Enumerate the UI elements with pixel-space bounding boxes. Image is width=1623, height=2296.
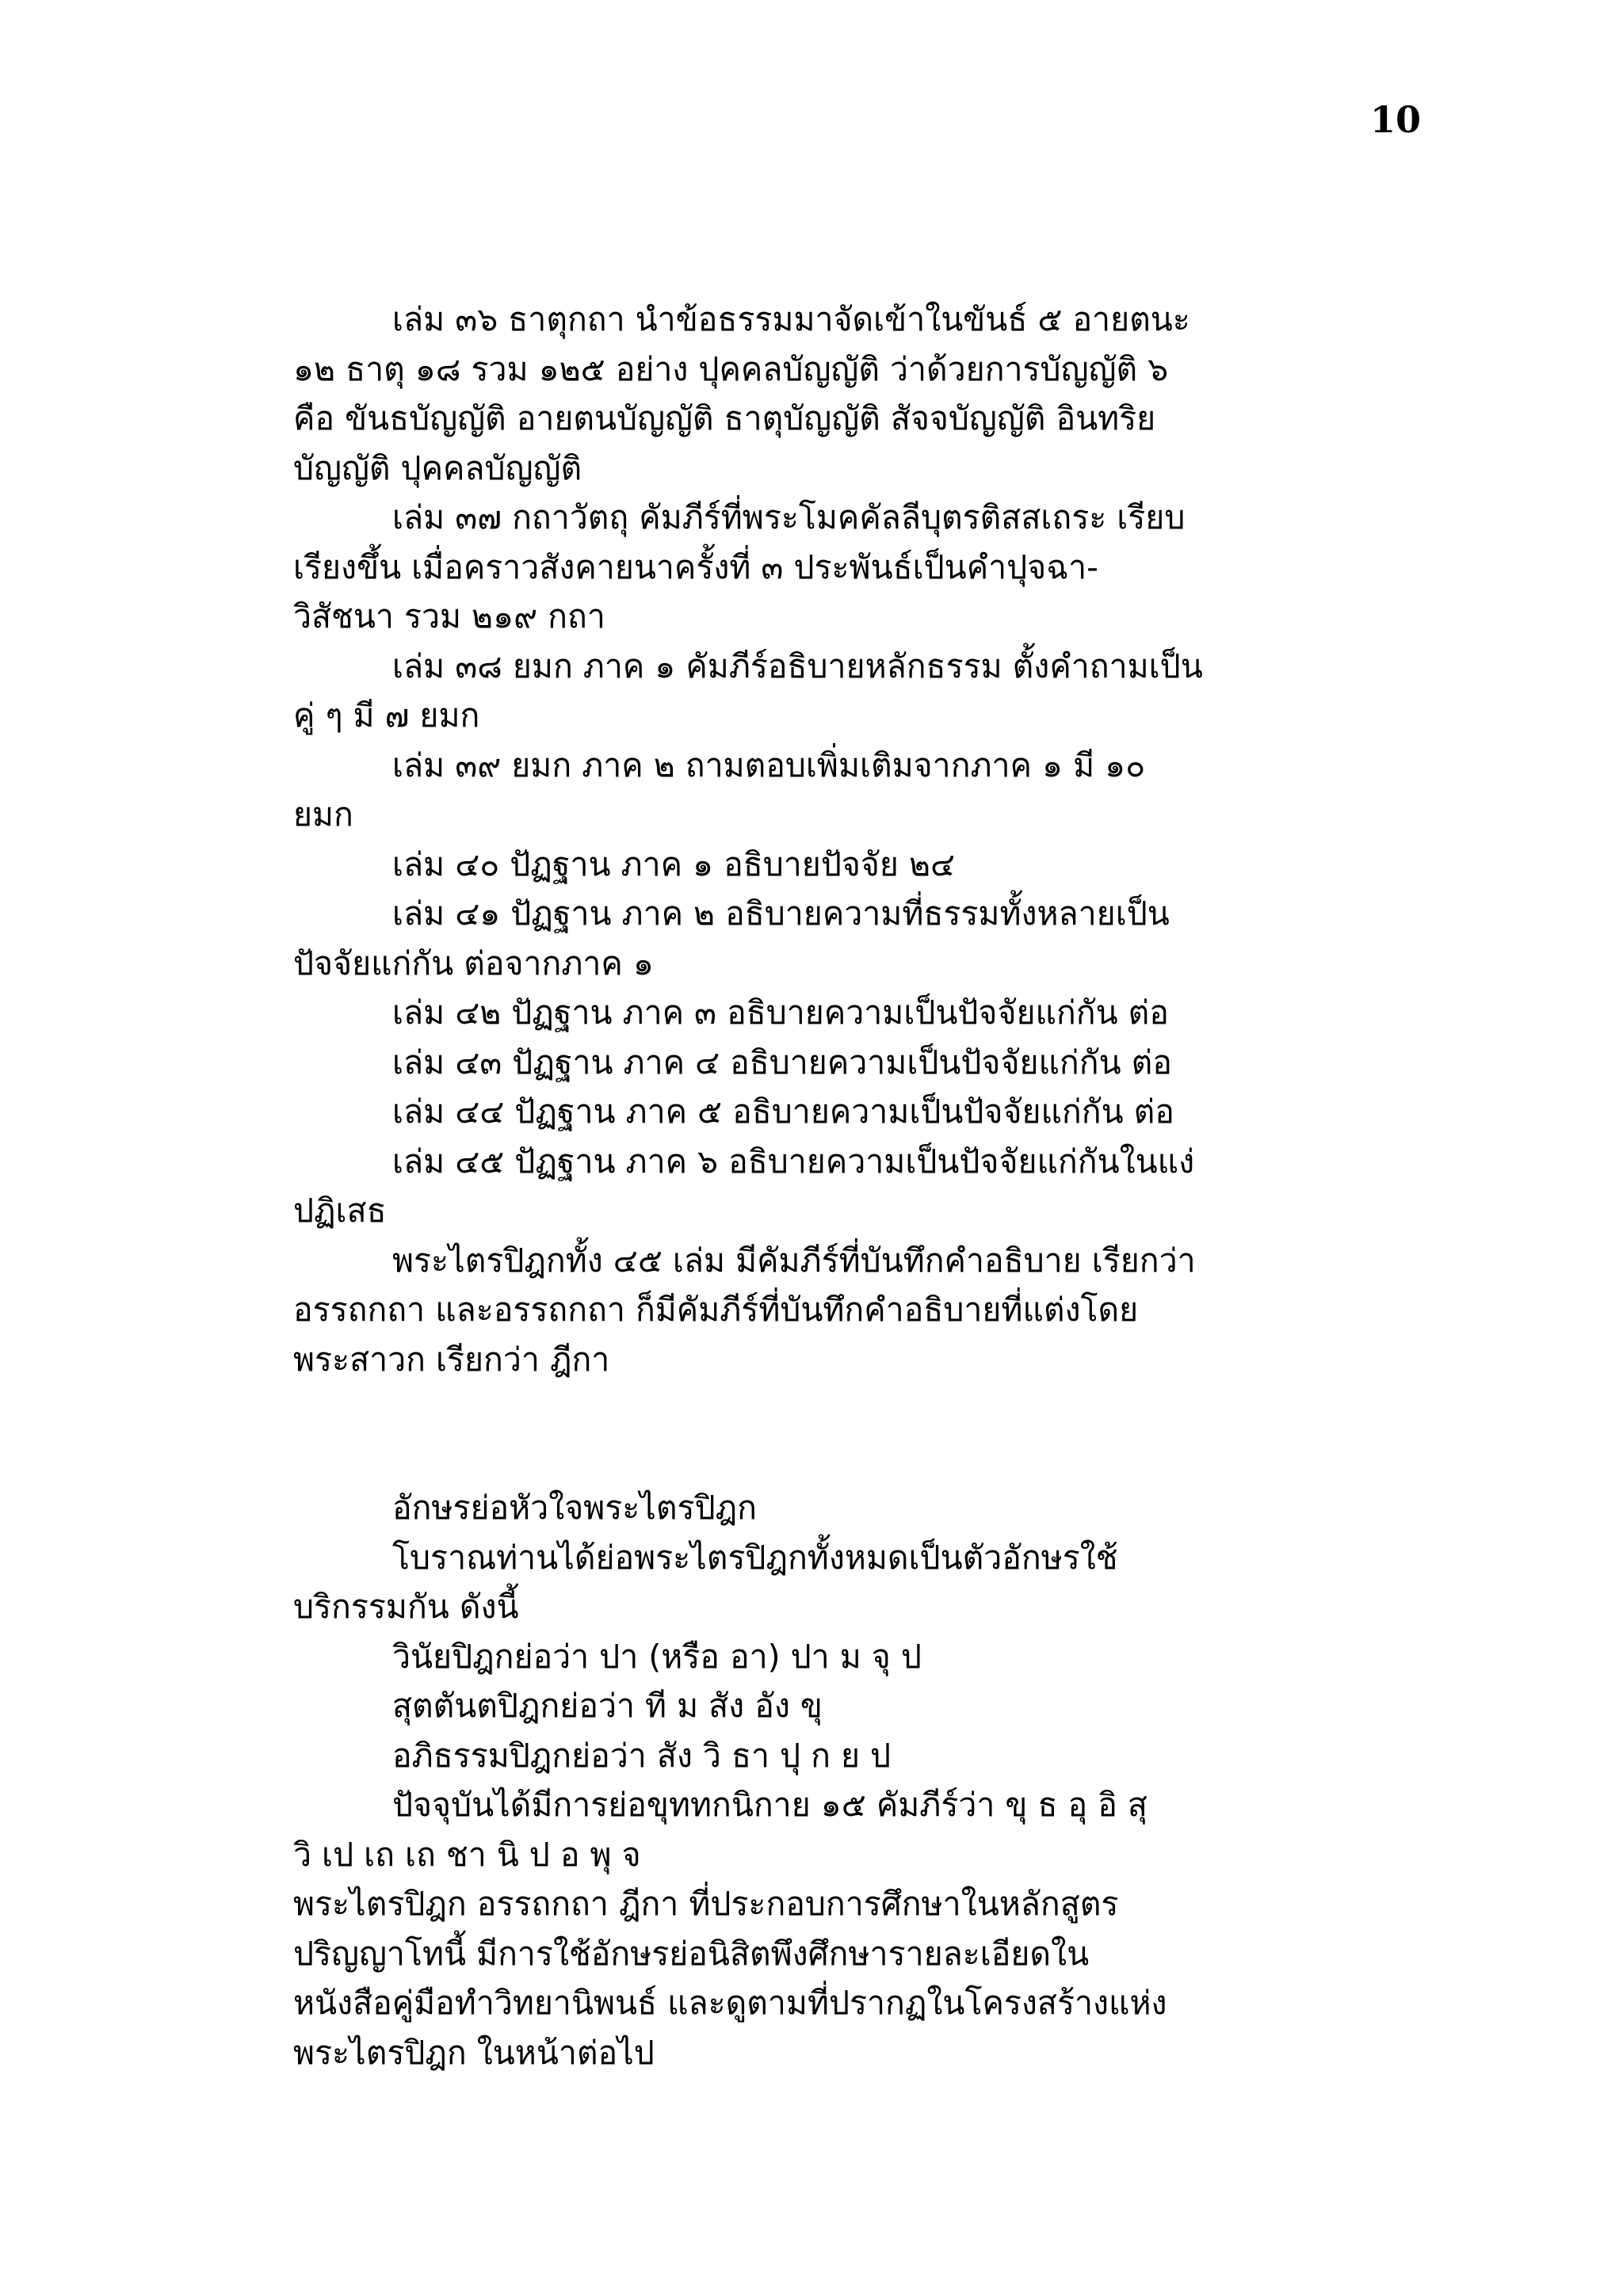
paragraph-line: พระไตรปิฎก ในหน้าต่อไป <box>293 2033 655 2072</box>
section-heading: อักษรย่อหัวใจพระไตรปิฎก <box>392 1489 757 1527</box>
section-spacer <box>293 1384 1420 1483</box>
paragraph-line: บริกรรมกัน ดังนี้ <box>293 1588 519 1626</box>
paragraph-line: เล่ม ๓๙ ยมก ภาค ๒ ถามตอบเพิ่มเติมจากภาค ๑ มี ๑๐ <box>392 746 1146 784</box>
paragraph-line: เล่ม ๔๓ ปัฏฐาน ภาค ๔ อธิบายความเป็นปัจจัยแก่กัน ต่อ <box>392 1043 1172 1081</box>
paragraph-line: ปริญญาโทนี้ มีการใช้อักษรย่อนิสิตพึงศึกษารายละเอียดใน <box>293 1934 1090 1973</box>
paragraph-line: ๑๒ ธาตุ ๑๘ รวม ๑๒๕ อย่าง ปุคคลบัญญัติ ว่าด้วยการบัญญัติ ๖ <box>293 349 1169 388</box>
paragraph-line: ปฏิเสธ <box>293 1192 387 1230</box>
paragraph-line: เล่ม ๓๘ ยมก ภาค ๑ คัมภีร์อธิบายหลักธรรม ตั้งคำถามเป็น <box>392 646 1203 685</box>
paragraph-line: เล่ม ๔๑ ปัฏฐาน ภาค ๒ อธิบายความที่ธรรมทั้งหลายเป็น <box>392 894 1170 933</box>
paragraph-line: เล่ม ๓๖ ธาตุกถา นำข้อธรรมมาจัดเข้าในขันธ์ ๕ อายตนะ <box>392 300 1190 338</box>
paragraph-line: ยมก <box>293 795 353 833</box>
paragraph-line: พระสาวก เรียกว่า ฎีกา <box>293 1340 610 1379</box>
paragraph-line: วิสัชนา รวม ๒๑๙ กถา <box>293 597 605 635</box>
paragraph-line: บัญญัติ ปุคคลบัญญัติ <box>293 448 582 487</box>
abbreviation-line: อภิธรรมปิฎกย่อว่า สัง วิ ธา ปุ ก ย ป <box>392 1736 892 1775</box>
paragraph-line: เล่ม ๓๗ กถาวัตถุ คัมภีร์ที่พระโมคคัลลีบุตรติสสเถระ เรียบ <box>392 498 1186 536</box>
paragraph-line: คู่ ๆ มี ๗ ยมก <box>293 696 480 734</box>
paragraph-line: เล่ม ๔๕ ปัฏฐาน ภาค ๖ อธิบายความเป็นปัจจัยแก่กันในแง่ <box>392 1142 1195 1180</box>
paragraph-line: เรียงขึ้น เมื่อคราวสังคายนาครั้งที่ ๓ ประพันธ์เป็นคำปุจฉา- <box>293 547 1098 586</box>
abbreviation-line: วินัยปิฎกย่อว่า ปา (หรือ อา) ปา ม จุ ป <box>392 1637 922 1676</box>
paragraph-line: ปัจจัยแก่กัน ต่อจากภาค ๑ <box>293 944 654 982</box>
paragraph-line: เล่ม ๔๐ ปัฏฐาน ภาค ๑ อธิบายปัจจัย ๒๔ <box>392 845 956 883</box>
paragraph-line: พระไตรปิฎก อรรถกถา ฎีกา ที่ประกอบการศึกษาในหลักสูตร <box>293 1885 1119 1923</box>
paragraph-line: โบราณท่านได้ย่อพระไตรปิฎกทั้งหมดเป็นตัวอักษรใช้ <box>392 1538 1118 1577</box>
abbreviation-line: สุตตันตปิฎกย่อว่า ที ม สัง อัง ขุ <box>392 1687 823 1725</box>
page-number: 10 <box>1369 98 1421 141</box>
document-body <box>293 295 1420 2077</box>
abbreviation-line: ปัจจุบันได้มีการย่อขุททกนิกาย ๑๕ คัมภีร์ว่า ขุ ธ อุ อิ สุ <box>392 1786 1148 1824</box>
paragraph-line: หนังสือคู่มือทำวิทยานิพนธ์ และดูตามที่ปรากฏในโครงสร้างแห่ง <box>293 1984 1167 2022</box>
paragraph-line: เล่ม ๔๔ ปัฏฐาน ภาค ๕ อธิบายความเป็นปัจจัยแก่กัน ต่อ <box>392 1093 1174 1131</box>
abbreviation-line: วิ เป เถ เถ ชา นิ ป อ พุ จ <box>293 1835 641 1874</box>
paragraph-line: พระไตรปิฎกทั้ง ๔๕ เล่ม มีคัมภีร์ที่บันทึกคำอธิบาย เรียกว่า <box>392 1241 1196 1280</box>
paragraph-line: อรรถกถา และอรรถกถา ก็มีคัมภีร์ที่บันทึกคำอธิบายที่แต่งโดย <box>293 1291 1139 1329</box>
paragraph-line: คือ ขันธบัญญัติ อายตนบัญญัติ ธาตุบัญญัติ สัจจบัญญัติ อินทริย <box>293 399 1156 437</box>
paragraph-line: เล่ม ๔๒ ปัฏฐาน ภาค ๓ อธิบายความเป็นปัจจัยแก่กัน ต่อ <box>392 994 1169 1032</box>
